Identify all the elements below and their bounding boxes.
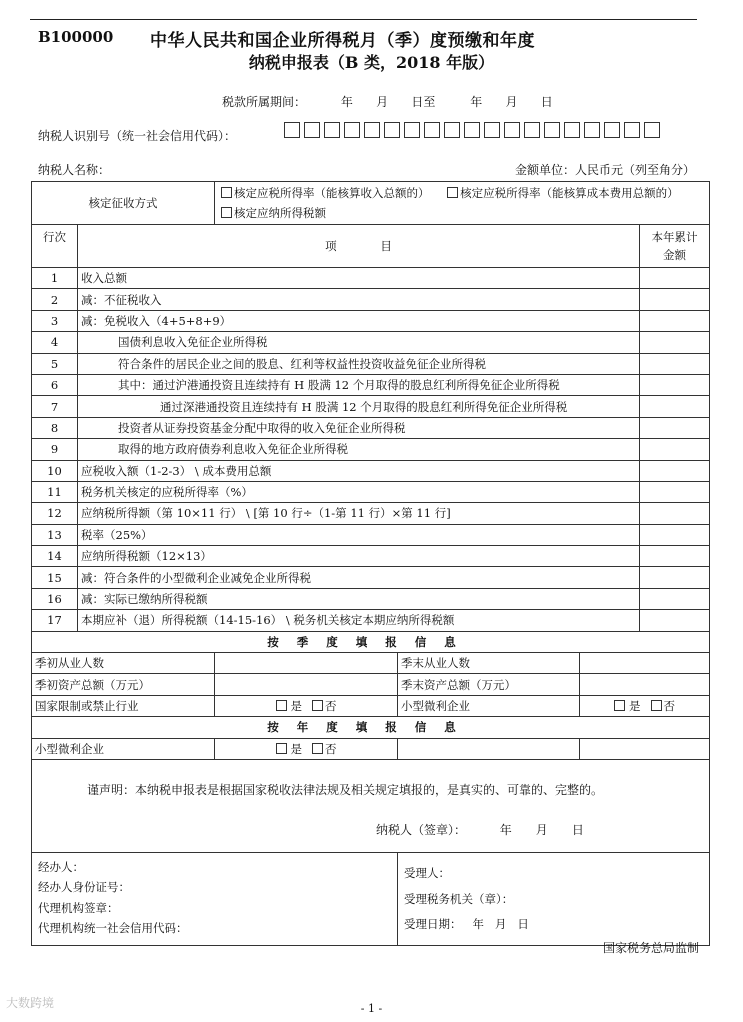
currency-unit: 金额单位：人民币元（列至角分） xyxy=(514,163,695,177)
row-no: 4 xyxy=(32,332,78,353)
amount-cell[interactable] xyxy=(640,546,710,567)
taxpayer-name-label: 纳税人名称： xyxy=(38,163,111,177)
row-item: 应税收入额（1-2-3） \ 成本费用总额 xyxy=(78,460,640,481)
row-no: 15 xyxy=(32,567,78,588)
declaration-cell xyxy=(32,759,710,852)
row-item: 税务机关核定的应税所得率（%） xyxy=(78,481,640,502)
table-row xyxy=(32,268,710,289)
table-row xyxy=(32,396,710,417)
end-assets-label: 季末资产总额（万元） xyxy=(398,674,580,695)
end-employees-label: 季末从业人数 xyxy=(398,653,580,674)
table-row xyxy=(32,567,710,588)
row-no: 16 xyxy=(32,588,78,609)
row-item: 符合条件的居民企业之间的股息、红利等权益性投资收益免征企业所得税 xyxy=(78,353,640,374)
table-row xyxy=(32,289,710,310)
row-item: 取得的地方政府债券利息收入免征企业所得税 xyxy=(78,439,640,460)
row-item: 减：实际已缴纳所得税额 xyxy=(78,588,640,609)
tax-return-table xyxy=(31,181,710,946)
watermark: 大数跨境 xyxy=(6,996,55,1010)
start-employees-label: 季初从业人数 xyxy=(32,653,215,674)
agency-credit-code-label: 代理机构统一社会信用代码： xyxy=(38,921,188,936)
quarterly-small-micro-label: 小型微利企业 xyxy=(398,695,580,716)
table-row xyxy=(32,374,710,395)
restricted-industry-yes-no[interactable]: 是 否 xyxy=(215,695,398,716)
annual-small-micro-yes-no[interactable]: 是 否 xyxy=(215,738,398,759)
table-row xyxy=(32,353,710,374)
row-item: 减：符合条件的小型微利企业减免企业所得税 xyxy=(78,567,640,588)
start-assets-input[interactable] xyxy=(215,674,398,695)
row-item: 其中：通过沪港通投资且连续持有 H 股满 12 个月取得的股息红利所得免征企业所得税 xyxy=(78,374,640,395)
annual-heading: 按年度填报信息 xyxy=(32,717,710,738)
supervising-authority: 国家税务总局监制 xyxy=(602,941,699,955)
amount-cell[interactable] xyxy=(640,353,710,374)
row-no: 8 xyxy=(32,417,78,438)
row-no: 10 xyxy=(32,460,78,481)
table-row xyxy=(32,524,710,545)
declaration-text: 谨声明：本纳税申报表是根据国家税收法律法规及相关规定填报的，是真实的、可靠的、完整的。 xyxy=(87,782,604,797)
table-row xyxy=(32,460,710,481)
row-no: 7 xyxy=(32,396,78,417)
row-no: 9 xyxy=(32,439,78,460)
receiving-office-label: 受理税务机关（章）： xyxy=(404,892,514,907)
quarterly-small-micro-yes-no[interactable]: 是 否 xyxy=(580,695,710,716)
amount-cell[interactable] xyxy=(640,374,710,395)
start-employees-input[interactable] xyxy=(215,653,398,674)
row-item: 减：免税收入（4+5+8+9） xyxy=(78,310,640,331)
method-option-3[interactable]: 核定应纳所得税额 xyxy=(221,206,326,220)
amount-cell[interactable] xyxy=(640,310,710,331)
start-assets-label: 季初资产总额（万元） xyxy=(32,674,215,695)
tax-period: 税款所属期间： 年 月 日至 年 月 日 xyxy=(222,95,553,109)
col-header-amount: 本年累计金额 xyxy=(640,225,710,268)
agent-label: 经办人： xyxy=(38,859,84,874)
taxpayer-id-boxes[interactable] xyxy=(284,122,664,138)
row-no: 12 xyxy=(32,503,78,524)
row-item: 应纳税所得额（第 10×11 行） \ [第 10 行÷（1-第 11 行）×第 11 行] xyxy=(78,503,640,524)
receiver-label: 受理人： xyxy=(404,865,450,880)
agent-sign-block xyxy=(32,852,398,945)
method-option-2[interactable]: 核定应税所得率（能核算成本费用总额的） xyxy=(447,186,679,200)
form-code: B100000 xyxy=(38,28,114,46)
amount-cell[interactable] xyxy=(640,332,710,353)
amount-cell[interactable] xyxy=(640,289,710,310)
end-employees-input[interactable] xyxy=(580,653,710,674)
table-row xyxy=(32,332,710,353)
taxpayer-id-label: 纳税人识别号（统一社会信用代码）： xyxy=(38,129,237,143)
row-item: 减：不征税收入 xyxy=(78,289,640,310)
method-label: 核定征收方式 xyxy=(32,182,215,225)
col-header-item: 项 目 xyxy=(78,225,640,268)
col-header-row-no: 行次 xyxy=(32,225,78,268)
declaration-signature: 纳税人（签章）： 年 月 日 xyxy=(376,822,584,837)
row-item: 应纳所得税额（12×13） xyxy=(78,546,640,567)
amount-cell[interactable] xyxy=(640,567,710,588)
amount-cell[interactable] xyxy=(640,268,710,289)
end-assets-input[interactable] xyxy=(580,674,710,695)
method-option-1[interactable]: 核定应税所得率（能核算收入总额的） xyxy=(221,186,430,200)
top-rule xyxy=(30,19,697,20)
amount-cell[interactable] xyxy=(640,396,710,417)
row-item: 投资者从证券投资基金分配中取得的收入免征企业所得税 xyxy=(78,417,640,438)
table-row xyxy=(32,417,710,438)
amount-cell[interactable] xyxy=(640,417,710,438)
amount-cell[interactable] xyxy=(640,503,710,524)
agency-seal-label: 代理机构签章： xyxy=(38,900,119,915)
amount-cell[interactable] xyxy=(640,610,710,631)
row-no: 17 xyxy=(32,610,78,631)
form-title-line2: 纳税申报表（B 类，2018 年版） xyxy=(248,53,495,72)
table-row xyxy=(32,503,710,524)
receipt-date-label: 受理日期： 年 月 日 xyxy=(404,916,529,931)
amount-cell[interactable] xyxy=(640,524,710,545)
table-row xyxy=(32,439,710,460)
amount-cell[interactable] xyxy=(640,588,710,609)
table-row xyxy=(32,610,710,631)
annual-small-micro-label: 小型微利企业 xyxy=(32,738,215,759)
amount-cell[interactable] xyxy=(640,460,710,481)
table-row xyxy=(32,310,710,331)
row-item: 本期应补（退）所得税额（14-15-16） \ 税务机关核定本期应纳所得税额 xyxy=(78,610,640,631)
row-no: 13 xyxy=(32,524,78,545)
annual-blank-2 xyxy=(580,738,710,759)
row-item: 收入总额 xyxy=(78,268,640,289)
amount-cell[interactable] xyxy=(640,481,710,502)
row-no: 3 xyxy=(32,310,78,331)
row-no: 14 xyxy=(32,546,78,567)
table-row xyxy=(32,481,710,502)
row-item: 国债利息收入免征企业所得税 xyxy=(78,332,640,353)
quarterly-heading: 按季度填报信息 xyxy=(32,631,710,652)
amount-cell[interactable] xyxy=(640,439,710,460)
agent-id-label: 经办人身份证号： xyxy=(38,880,130,895)
row-no: 6 xyxy=(32,374,78,395)
annual-blank-1 xyxy=(398,738,580,759)
receiver-sign-block xyxy=(398,852,710,945)
row-no: 1 xyxy=(32,268,78,289)
method-options xyxy=(215,182,710,225)
row-item: 税率（25%） xyxy=(78,524,640,545)
row-no: 2 xyxy=(32,289,78,310)
table-row xyxy=(32,546,710,567)
table-row xyxy=(32,588,710,609)
row-no: 5 xyxy=(32,353,78,374)
restricted-industry-label: 国家限制或禁止行业 xyxy=(32,695,215,716)
form-title-line1: 中华人民共和国企业所得税月（季）度预缴和年度 xyxy=(150,31,535,51)
page-number: - 1 - xyxy=(360,1002,383,1015)
row-no: 11 xyxy=(32,481,78,502)
row-item: 通过深港通投资且连续持有 H 股满 12 个月取得的股息红利所得免征企业所得税 xyxy=(78,396,640,417)
